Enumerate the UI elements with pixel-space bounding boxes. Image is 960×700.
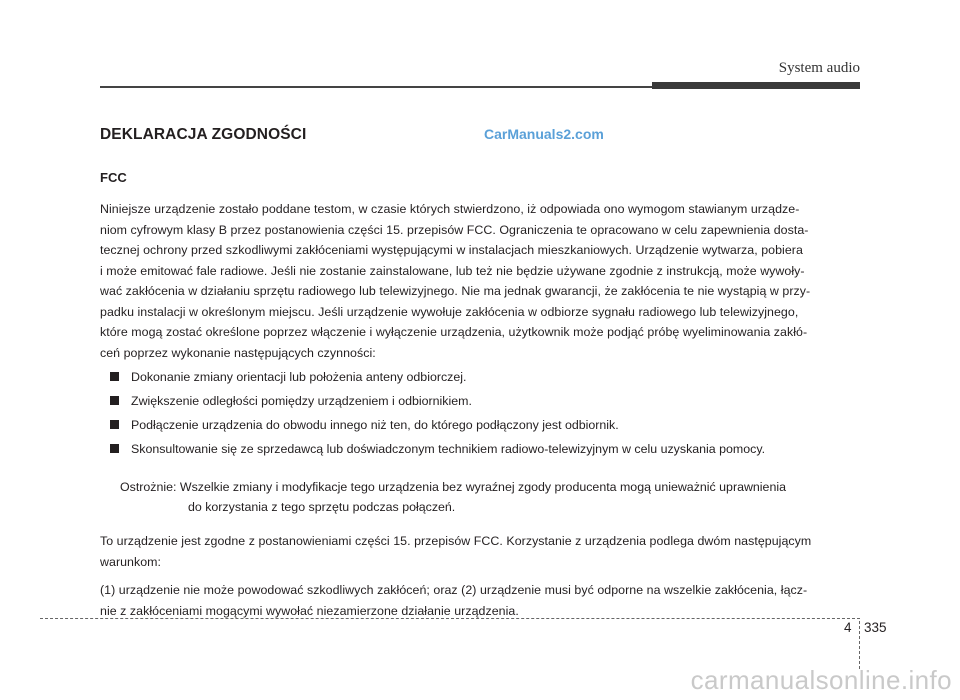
caution-line-continued: do korzystania z tego sprzętu podczas połączeń. — [188, 500, 456, 514]
list-item-text: Dokonanie zmiany orientacji lub położenia anteny odbiorczej. — [131, 370, 467, 384]
header-rule-bold — [652, 82, 860, 89]
header-rule — [100, 86, 652, 88]
bullet-square-icon — [110, 444, 119, 453]
section-title: System audio — [778, 60, 860, 76]
bullet-square-icon — [110, 372, 119, 381]
paragraph-line: padku instalacji w określonym miejscu. Jeśli urządzenie wywołuje zakłócenia w odbiorze sygnału radiowego lub telewizyjnego, — [100, 304, 799, 319]
list-item — [110, 369, 860, 385]
paragraph-line: które mogą zostać określone poprzez włączenie i wyłączenie urządzenia, użytkownik może podjąć próbę wyeliminowania zakłó- — [100, 325, 808, 339]
watermark-link[interactable]: CarManuals2.com — [484, 126, 604, 142]
list-item-text: Podłączenie urządzenia do obwodu innego niż ten, do którego podłączony jest odbiornik. — [131, 418, 619, 432]
paragraph-compliance — [100, 531, 860, 572]
list-item — [110, 417, 860, 433]
paragraph-line: niom cyfrowym klasy B przez postanowienia części 15. przepisów FCC. Ograniczenia te opracowano w celu zapewnienia dosta- — [100, 222, 809, 237]
paragraph-line: Niniejsze urządzenie zostało poddane testom, w czasie których stwierdzono, iż odpowiada ono wymogom stawianym urządze- — [100, 202, 800, 216]
section-subtitle: FCC — [100, 170, 127, 185]
footer-vertical-divider — [859, 621, 860, 669]
footer-watermark: carmanualsonline.info — [690, 665, 952, 695]
paragraph-line: wać zakłócenia w działaniu sprzętu radiowego lub telewizyjnego. Nie ma jednak gwarancji, że zakłócenia te nie wystąpią w przy- — [100, 284, 811, 298]
paragraph-line: tecznej ochrony przed szkodliwymi zakłóceniami występującymi w instalacjach mieszkaniowych. Urządzenie wytwarza, pobiera — [100, 243, 803, 257]
paragraph-line: warunkom: — [100, 554, 162, 569]
document-title: DEKLARACJA ZGODNOŚCI — [100, 126, 307, 143]
paragraph-conditions — [100, 580, 860, 621]
footer-dashed-rule — [40, 618, 860, 619]
paragraph-fcc — [100, 199, 860, 363]
list-item — [110, 393, 860, 409]
bullet-square-icon — [110, 396, 119, 405]
paragraph-line: nie z zakłóceniami mogącymi wywołać niezamierzone działanie urządzenia. — [100, 603, 519, 618]
document-body — [100, 126, 860, 621]
chapter-number: 4 — [844, 620, 852, 635]
paragraph-line: To urządzenie jest zgodne z postanowieniami części 15. przepisów FCC. Korzystanie z urządzenia podlega dwóm następującym — [100, 534, 812, 548]
page-number: 335 — [864, 620, 887, 635]
caution-line: Ostrożnie: Wszelkie zmiany i modyfikacje tego urządzenia bez wyraźnej zgody producenta mogą unieważnić uprawnienia — [120, 480, 786, 494]
list-item — [110, 441, 860, 457]
measures-list — [100, 369, 860, 457]
list-item-text: Skonsultowanie się ze sprzedawcą lub doświadczonym technikiem radiowo-telewizyjnym w celu uzyskania pomocy. — [131, 442, 766, 456]
paragraph-line: (1) urządzenie nie może powodować szkodliwych zakłóceń; oraz (2) urządzenie musi być odporne na wszelkie zakłócenia, łącz- — [100, 583, 808, 597]
bullet-square-icon — [110, 420, 119, 429]
paragraph-line: ceń poprzez wykonanie następujących czynności: — [100, 345, 376, 360]
list-item-text: Zwiększenie odległości pomiędzy urządzeniem i odbiornikiem. — [131, 394, 472, 408]
paragraph-line: i może emitować fale radiowe. Jeśli nie zostanie zainstalowane, lub też nie będzie używane zgodnie z instrukcją, może wywoły- — [100, 263, 805, 278]
caution-note — [120, 477, 860, 517]
title-row — [100, 126, 860, 146]
